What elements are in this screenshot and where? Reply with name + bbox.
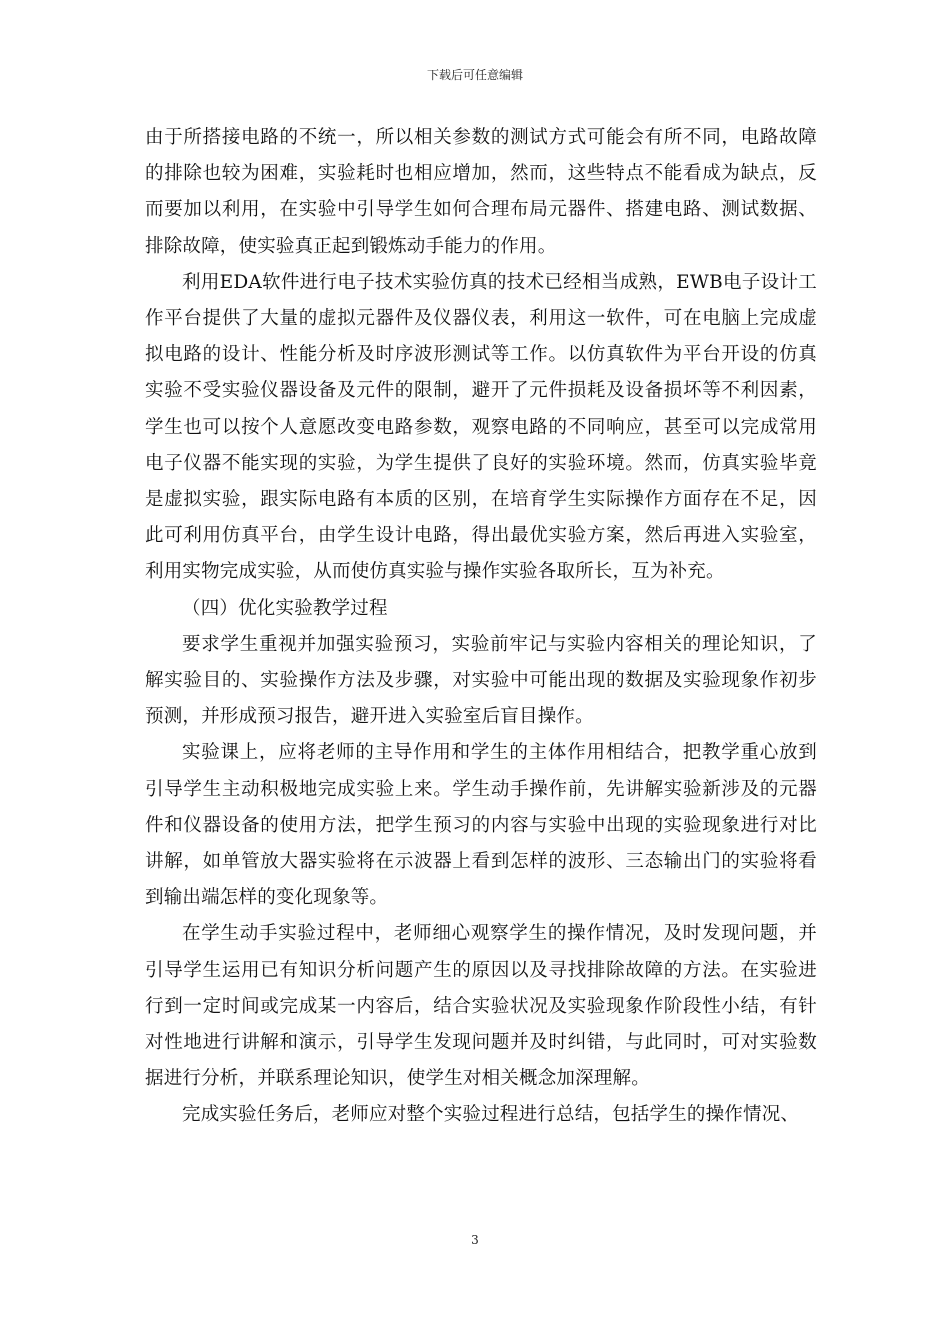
page-number: 3 bbox=[471, 1233, 479, 1247]
paragraph-2: 利用EDA软件进行电子技术实验仿真的技术已经相当成熟，EWB电子设计工作平台提供了大量的虚拟元器件及仪器仪表，利用这一软件，可在电脑上完成虚拟电路的设计、性能分析及时序波形测试等工作。以仿真软件为平台开设的仿真实验不受实验仪器设备及元件的限制，避开了元件损耗及设备损坏等不利因素，学生也可以按个人意愿改变电路参数，观察电路的不同响应，甚至可以完成常用电子仪器不能实现的实验，为学生提供了良好的实验环境。然而，仿真实验毕竟是虚拟实验，跟实际电路有本质的区别，在培育学生实际操作方面存在不足，因此可利用仿真平台，由学生设计电路，得出最优实验方案，然后再进入实验室，利用实物完成实验，从而使仿真实验与操作实验各取所长，互为补充。 bbox=[145, 271, 817, 583]
paragraph-1: 由于所搭接电路的不统一，所以相关参数的测试方式可能会有所不同，电路故障的排除也较为困难，实验耗时也相应增加，然而，这些特点不能看成为缺点，反而要加以利用，在实验中引导学生如何合理布局元器件、搭建电路、测试数据、排除故障，使实验真正起到锻炼动手能力的作用。 bbox=[145, 127, 817, 257]
paragraph-3: 要求学生重视并加强实验预习，实验前牢记与实验内容相关的理论知识，了解实验目的、实验操作方法及步骤，对实验中可能出现的数据及实验现象作初步预测，并形成预习报告，避开进入实验室后盲目操作。 bbox=[145, 633, 817, 728]
section-heading: （四）优化实验教学过程 bbox=[182, 597, 388, 619]
paragraph-5: 在学生动手实验过程中，老师细心观察学生的操作情况，及时发现问题，并引导学生运用已有知识分析问题产生的原因以及寻找排除故障的方法。在实验进行到一定时间或完成某一内容后，结合实验状况及实验现象作阶段性小结，有针对性地进行讲解和演示，引导学生发现问题并及时纠错，与此同时，可对实验数据进行分析，并联系理论知识，使学生对相关概念加深理解。 bbox=[145, 923, 817, 1090]
page-header: 下载后可任意编辑 bbox=[426, 68, 523, 82]
document-body bbox=[145, 120, 817, 1134]
paragraph-6: 完成实验任务后，老师应对整个实验过程进行总结，包括学生的操作情况、 bbox=[182, 1104, 800, 1126]
paragraph-4: 实验课上，应将老师的主导作用和学生的主体作用相结合，把教学重心放到引导学生主动积极地完成实验上来。学生动手操作前，先讲解实验新涉及的元器件和仪器设备的使用方法，把学生预习的内容与实验中出现的实验现象进行对比讲解，如单管放大器实验将在示波器上看到怎样的波形、三态输出门的实验将看到输出端怎样的变化现象等。 bbox=[145, 742, 817, 909]
